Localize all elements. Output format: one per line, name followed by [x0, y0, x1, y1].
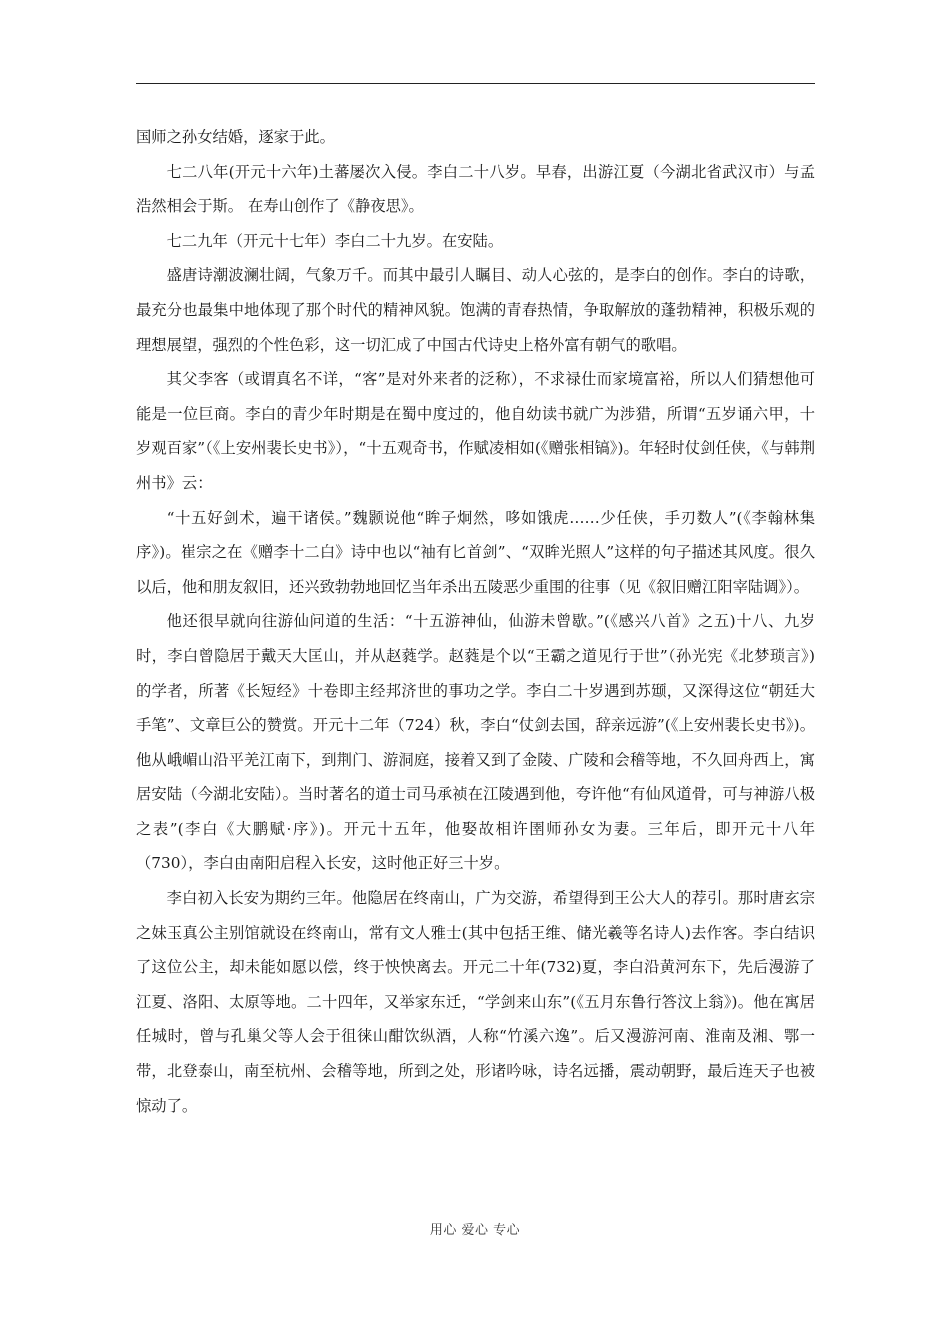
paragraph-year-729: 七二九年（开元十七年）李白二十九岁。在安陆。	[166, 231, 504, 250]
page-footer: 用心 爱心 专心	[429, 1223, 521, 1238]
paragraph-changan: 李白初入长安为期约三年。他隐居在终南山，广为交游，希望得到王公大人的荐引。那时唐玄宗之妹玉真公主别馆就设在终南山，常有文人雅士(其中包括王维、储光羲等名诗人)去作客。李白结识了这位公主，却未能如愿以偿，终于怏怏离去。开元二十年(732)夏，李白沿黄河东下，先后漫游了江夏、洛阳、太原等地。二十四年，又举家东迁，“学剑来山东”(《五月东鲁行答汶上翁》)。他在寓居任城时，曾与孔巢父等人会于徂徕山酣饮纵酒，人称“竹溪六逸”。后又漫游河南、淮南及湘、鄂一带，北登泰山，南至杭州、会稽等地，所到之处，形诸吟咏，诗名远播，震动朝野，最后连天子也被惊动了。	[136, 889, 815, 1115]
body-text	[136, 120, 815, 1123]
paragraph-continuation: 国师之孙女结婚，逐家于此。	[136, 128, 335, 146]
paragraph-tang-poetry: 盛唐诗潮波澜壮阔，气象万千。而其中最引人瞩目、动人心弦的，是李白的创作。李白的诗歌，最充分也最集中地体现了那个时代的精神风貌。饱满的青春热情，争取解放的蓬勃精神，积极乐观的理想展望，强烈的个性色彩，这一切汇成了中国古代诗史上格外富有朝气的歌唱。	[136, 266, 815, 354]
header-rule	[136, 83, 815, 84]
paragraph-immortals: 他还很早就向往游仙问道的生活：“十五游神仙，仙游未曾歇。”(《感兴八首》之五)十八、九岁时，李白曾隐居于戴天大匡山，并从赵蕤学。赵蕤是个以“王霸之道见行于世”（孙光宪《北梦琐言》)的学者，所著《长短经》十卷即主经邦济世的事功之学。李白二十岁遇到苏颋，又深得这位“朝廷大手笔”、文章巨公的赞赏。开元十二年（724）秋，李白“仗剑去国，辞亲远游”(《上安州裴长史书》)。他从峨嵋山沿平羌江南下，到荆门、游洞庭，接着又到了金陵、广陵和会稽等地，不久回舟西上，寓居安陆（今湖北安陆）。当时著名的道士司马承祯在江陵遇到他，夸许他“有仙风道骨，可与神游八极之表”(李白《大鹏赋·序》)。开元十五年，他娶故相许圉师孙女为妻。三年后，即开元十八年（730），李白由南阳启程入长安，这时他正好三十岁。	[136, 612, 815, 873]
paragraph-father: 其父李客（或谓真名不详，“客”是对外来者的泛称），不求禄仕而家境富裕，所以人们猜想他可能是一位巨商。李白的青少年时期是在蜀中度过的，他自幼读书就广为涉猎，所谓“五岁诵六甲，十岁观百家”（《上安州裴长史书》），“十五观奇书，作赋凌相如(《赠张相镐》)。年轻时仗剑任侠，《与韩荆州书》云：	[136, 370, 815, 492]
paragraph-swordsmanship: “十五好剑术，遍干诸侯。”魏颢说他“眸子炯然，哆如饿虎……少任侠，手刃数人”(《李翰林集序》)。崔宗之在《赠李十二白》诗中也以“袖有匕首剑”、“双眸光照人”这样的句子描述其风度。很久以后，他和朋友叙旧，还兴致勃勃地回忆当年杀出五陵恶少重围的往事（见《叙旧赠江阳宰陆调》）。	[136, 508, 815, 596]
paragraph-year-728: 七二八年(开元十六年)土蕃屡次入侵。李白二十八岁。早春，出游江夏（今湖北省武汉市）与孟浩然相会于斯。 在寿山创作了《静夜思》。	[136, 162, 815, 216]
